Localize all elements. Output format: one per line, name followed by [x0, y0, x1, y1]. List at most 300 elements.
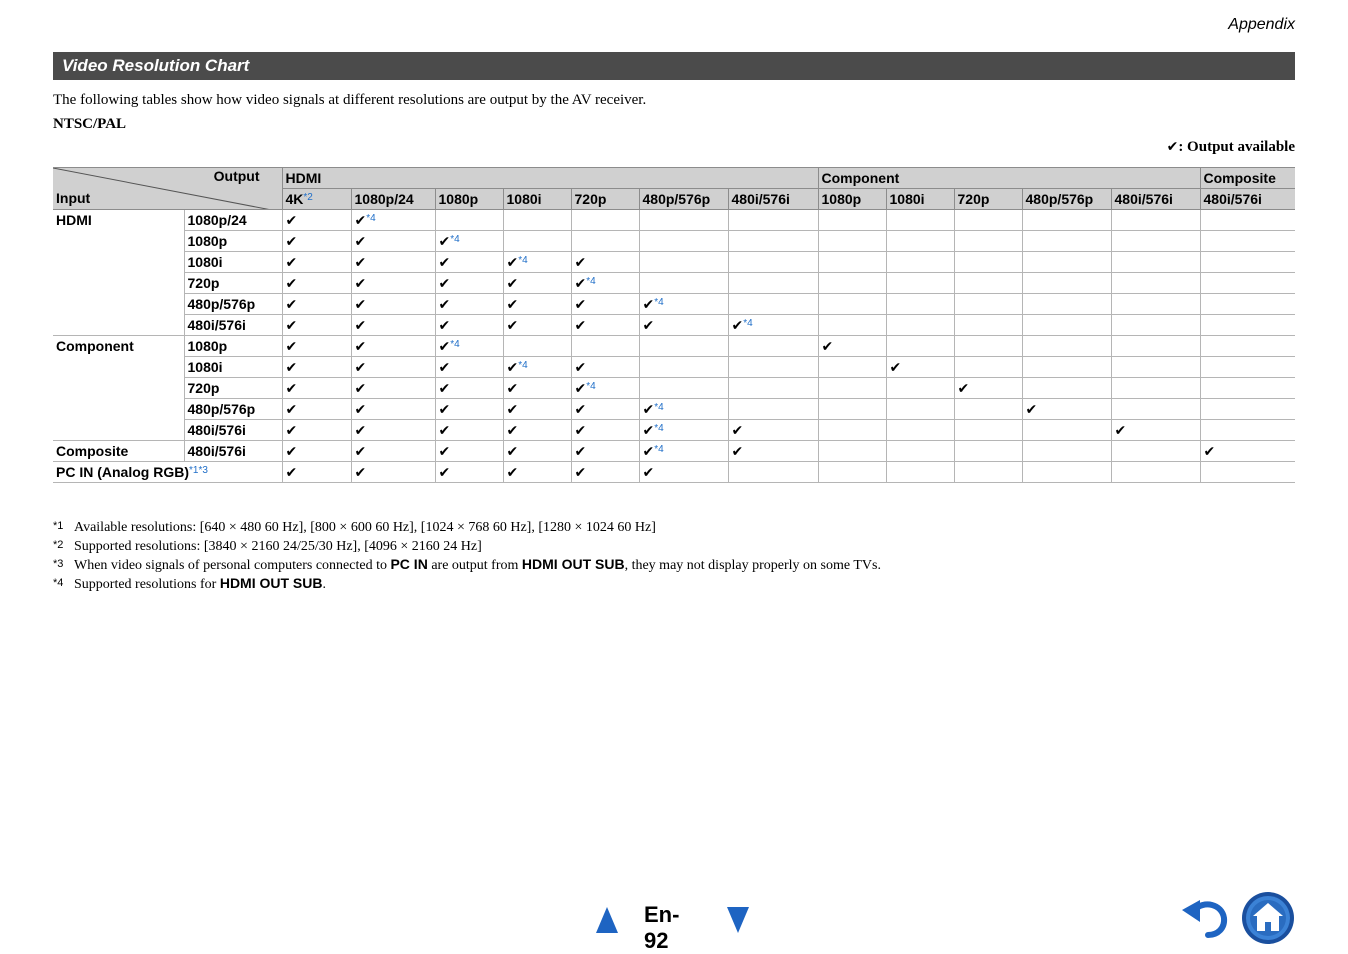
check-icon: ✔	[506, 380, 519, 397]
table-cell	[351, 252, 435, 273]
check-icon: ✔	[438, 464, 451, 481]
output-label: Output	[213, 168, 260, 184]
check-icon: ✔	[574, 359, 587, 376]
table-cell	[282, 462, 351, 483]
table-cell	[818, 315, 886, 336]
table-cell	[886, 315, 954, 336]
table-cell	[571, 378, 639, 399]
footnote-mark: *3	[53, 558, 64, 570]
table-cell	[282, 399, 351, 420]
table-cell	[639, 420, 728, 441]
check-icon: ✔	[438, 359, 451, 376]
check-icon: ✔	[957, 380, 970, 397]
footnote-ref: *4	[366, 212, 376, 224]
table-cell	[728, 231, 818, 252]
table-cell	[1111, 252, 1200, 273]
table-cell	[1200, 420, 1295, 441]
check-icon: ✔	[354, 338, 367, 355]
table-cell	[728, 441, 818, 462]
check-icon: ✔	[285, 443, 298, 460]
check-icon: ✔	[574, 380, 587, 397]
table-row	[53, 273, 1295, 294]
table-cell	[435, 315, 503, 336]
check-icon: ✔	[354, 233, 367, 250]
footnote-text: , they may not display properly on some TVs.	[624, 558, 881, 573]
column-header-label: 4K	[285, 191, 304, 207]
table-cell	[282, 357, 351, 378]
column-header	[282, 189, 351, 210]
section-title: Video Resolution Chart	[62, 56, 250, 75]
table-cell	[351, 231, 435, 252]
table-cell	[886, 336, 954, 357]
group-header-hdmi: HDMI	[282, 168, 818, 189]
row-group-label	[53, 336, 184, 441]
table-cell	[1022, 294, 1111, 315]
table-cell	[435, 294, 503, 315]
footnotes	[53, 517, 881, 593]
table-cell	[1200, 294, 1295, 315]
table-cell	[954, 441, 1022, 462]
table-cell	[818, 357, 886, 378]
table-cell	[886, 273, 954, 294]
footnote-text: Supported resolutions for	[74, 577, 220, 592]
row-resolution-label: 480i/576i	[184, 315, 282, 336]
table-cell	[818, 378, 886, 399]
footnote-text: are output from	[427, 558, 522, 573]
table-cell	[435, 273, 503, 294]
legend	[1167, 139, 1295, 156]
check-icon: ✔	[642, 422, 655, 439]
triangle-up-icon[interactable]	[596, 907, 618, 933]
table-cell	[818, 420, 886, 441]
footnote-text: HDMI OUT SUB	[521, 556, 625, 572]
check-icon: ✔	[574, 275, 587, 292]
table-cell	[1022, 378, 1111, 399]
check-icon: ✔	[285, 401, 298, 418]
row-group-label	[53, 210, 184, 336]
column-header-label: 720p	[957, 191, 990, 207]
table-cell	[503, 462, 571, 483]
table-cell	[1111, 210, 1200, 231]
table-cell	[503, 252, 571, 273]
table-cell	[886, 462, 954, 483]
table-cell	[1022, 441, 1111, 462]
table-cell	[435, 336, 503, 357]
check-icon: ✔	[506, 275, 519, 292]
table-cell	[728, 336, 818, 357]
group-label-text: Component	[56, 338, 134, 354]
footnote-ref: *4	[743, 317, 753, 329]
check-icon: ✔	[438, 443, 451, 460]
table-cell	[282, 210, 351, 231]
check-icon: ✔	[1025, 401, 1038, 418]
table-cell	[282, 420, 351, 441]
table-cell	[351, 315, 435, 336]
table-cell	[954, 462, 1022, 483]
table-cell	[503, 420, 571, 441]
table-cell	[1200, 378, 1295, 399]
table-cell	[351, 357, 435, 378]
table-cell	[639, 273, 728, 294]
table-cell	[886, 210, 954, 231]
table-cell	[639, 336, 728, 357]
check-icon: ✔	[354, 275, 367, 292]
check-icon: ✔	[506, 464, 519, 481]
table-cell	[954, 378, 1022, 399]
check-icon: ✔	[285, 233, 298, 250]
table-cell	[435, 357, 503, 378]
row-group-label	[53, 441, 184, 462]
table-cell	[282, 294, 351, 315]
table-cell	[954, 399, 1022, 420]
column-header	[351, 189, 435, 210]
table-cell	[351, 441, 435, 462]
table-cell	[1111, 357, 1200, 378]
check-icon: ✔	[438, 275, 451, 292]
check-icon: ✔	[354, 359, 367, 376]
table-cell	[435, 462, 503, 483]
table-cell	[1200, 252, 1295, 273]
table-cell	[435, 231, 503, 252]
row-resolution-label: 1080p	[184, 231, 282, 252]
table-cell	[728, 273, 818, 294]
footnote-ref: *4	[518, 254, 528, 266]
table-row	[53, 336, 1295, 357]
table-row	[53, 357, 1295, 378]
check-icon: ✔	[506, 401, 519, 418]
check-icon: ✔	[438, 296, 451, 313]
column-header-label: 1080i	[506, 191, 542, 207]
check-icon: ✔	[285, 275, 298, 292]
table-cell	[571, 420, 639, 441]
footnote-mark: *1	[53, 520, 64, 532]
column-header	[435, 189, 503, 210]
table-cell	[1200, 210, 1295, 231]
table-cell	[1111, 462, 1200, 483]
table-cell	[639, 399, 728, 420]
table-cell	[728, 420, 818, 441]
table-cell	[818, 294, 886, 315]
check-icon: ✔	[1114, 422, 1127, 439]
column-header	[503, 189, 571, 210]
check-icon: ✔	[574, 422, 587, 439]
check-icon: ✔	[285, 212, 298, 229]
table-cell	[571, 399, 639, 420]
table-cell	[282, 273, 351, 294]
table-cell	[954, 252, 1022, 273]
table-cell	[503, 315, 571, 336]
table-cell	[1200, 315, 1295, 336]
table-cell	[886, 357, 954, 378]
table-cell	[1022, 273, 1111, 294]
table-cell	[282, 378, 351, 399]
table-cell	[351, 294, 435, 315]
table-cell	[886, 441, 954, 462]
check-icon: ✔	[506, 443, 519, 460]
table-cell	[639, 357, 728, 378]
check-icon: ✔	[731, 317, 744, 334]
column-header-label: 1080i	[889, 191, 925, 207]
table-cell	[886, 231, 954, 252]
table-cell	[282, 441, 351, 462]
check-icon: ✔	[354, 212, 367, 229]
table-cell	[818, 399, 886, 420]
table-cell	[503, 378, 571, 399]
table-row	[53, 378, 1295, 399]
check-icon: ✔	[285, 422, 298, 439]
table-cell	[1111, 441, 1200, 462]
table-cell	[728, 294, 818, 315]
video-resolution-table	[53, 167, 1295, 483]
table-cell	[639, 231, 728, 252]
table-cell	[435, 441, 503, 462]
check-icon: ✔	[574, 254, 587, 271]
footnote-ref: *2	[303, 192, 313, 203]
table-cell	[886, 294, 954, 315]
column-header-label: 1080p	[821, 191, 862, 207]
table-cell	[351, 336, 435, 357]
column-header-label: 720p	[574, 191, 607, 207]
table-cell	[818, 231, 886, 252]
table-cell	[351, 273, 435, 294]
row-resolution-label: 1080p/24	[184, 210, 282, 231]
check-icon: ✔	[285, 254, 298, 271]
group-label-text: Composite	[56, 443, 129, 459]
row-resolution-label: 1080p	[184, 336, 282, 357]
table-cell	[728, 399, 818, 420]
table-cell	[571, 357, 639, 378]
table-cell	[1111, 420, 1200, 441]
check-icon: ✔	[1166, 139, 1179, 155]
table-cell	[571, 441, 639, 462]
table-row	[53, 231, 1295, 252]
footnote-text: Supported resolutions: [3840 × 2160 24/25/30 Hz], [4096 × 2160 24 Hz]	[74, 539, 482, 554]
section-title-bar	[53, 52, 1295, 80]
check-icon: ✔	[574, 296, 587, 313]
table-cell	[728, 315, 818, 336]
table-cell	[1111, 231, 1200, 252]
table-cell	[818, 441, 886, 462]
table-cell	[1200, 231, 1295, 252]
page-number: En-92	[644, 902, 680, 953]
table-row	[53, 441, 1295, 462]
check-icon: ✔	[642, 464, 655, 481]
table-cell	[886, 252, 954, 273]
table-cell	[1111, 315, 1200, 336]
check-icon: ✔	[354, 296, 367, 313]
table-cell	[571, 294, 639, 315]
table-cell	[351, 399, 435, 420]
triangle-down-icon[interactable]	[727, 907, 749, 933]
table-cell	[954, 294, 1022, 315]
table-cell	[728, 462, 818, 483]
row-resolution-label: 1080i	[184, 252, 282, 273]
table-cell	[886, 378, 954, 399]
table-cell	[818, 336, 886, 357]
input-label: Input	[56, 190, 91, 206]
table-cell	[954, 273, 1022, 294]
table-row	[53, 462, 1295, 483]
legend-text: : Output available	[1178, 139, 1295, 155]
check-icon: ✔	[574, 317, 587, 334]
check-icon: ✔	[731, 422, 744, 439]
table-cell	[571, 210, 639, 231]
row-resolution-label: 1080i	[184, 357, 282, 378]
table-cell	[571, 462, 639, 483]
row-group-label	[53, 462, 282, 483]
table-cell	[639, 252, 728, 273]
check-icon: ✔	[574, 401, 587, 418]
row-resolution-label: 480p/576p	[184, 399, 282, 420]
table-cell	[571, 231, 639, 252]
table-cell	[1022, 315, 1111, 336]
table-cell	[1111, 294, 1200, 315]
table-cell	[1022, 336, 1111, 357]
table-cell	[639, 462, 728, 483]
check-icon: ✔	[354, 422, 367, 439]
table-cell	[503, 441, 571, 462]
column-header	[1111, 189, 1200, 210]
table-cell	[639, 378, 728, 399]
column-header	[954, 189, 1022, 210]
table-cell	[1022, 399, 1111, 420]
table-cell	[1200, 357, 1295, 378]
check-icon: ✔	[506, 359, 519, 376]
table-cell	[818, 462, 886, 483]
check-icon: ✔	[285, 296, 298, 313]
table-cell	[503, 399, 571, 420]
check-icon: ✔	[354, 254, 367, 271]
column-header	[1200, 189, 1295, 210]
table-cell	[282, 252, 351, 273]
check-icon: ✔	[438, 338, 451, 355]
table-cell	[1022, 357, 1111, 378]
table-cell	[351, 462, 435, 483]
check-icon: ✔	[889, 359, 902, 376]
footnote	[53, 517, 881, 536]
intro-text: The following tables show how video signals at different resolutions are output by the AV receiver.	[53, 92, 647, 108]
group-header-composite: Composite	[1200, 168, 1295, 189]
column-header	[728, 189, 818, 210]
check-icon: ✔	[354, 380, 367, 397]
table-row	[53, 210, 1295, 231]
table-cell	[1111, 399, 1200, 420]
table-cell	[728, 378, 818, 399]
check-icon: ✔	[438, 233, 451, 250]
table-cell	[818, 210, 886, 231]
check-icon: ✔	[438, 317, 451, 334]
table-cell	[728, 252, 818, 273]
check-icon: ✔	[354, 443, 367, 460]
footnote-ref: *4	[654, 443, 664, 455]
table-cell	[954, 420, 1022, 441]
subheading: NTSC/PAL	[53, 116, 127, 132]
table-cell	[954, 315, 1022, 336]
check-icon: ✔	[285, 317, 298, 334]
column-header	[571, 189, 639, 210]
check-icon: ✔	[506, 296, 519, 313]
group-header-component: Component	[818, 168, 1200, 189]
footnote	[53, 574, 881, 593]
table-cell	[351, 210, 435, 231]
check-icon: ✔	[506, 254, 519, 271]
section-label: Appendix	[1228, 16, 1295, 33]
table-cell	[503, 273, 571, 294]
table-cell	[503, 210, 571, 231]
footnote-text: HDMI OUT SUB	[219, 575, 323, 591]
table-cell	[503, 231, 571, 252]
footnote-mark: *2	[53, 539, 64, 551]
check-icon: ✔	[574, 464, 587, 481]
check-icon: ✔	[438, 254, 451, 271]
corner-header	[53, 168, 282, 210]
footnote-ref: *4	[654, 422, 664, 434]
table-cell	[1200, 399, 1295, 420]
table-cell	[954, 357, 1022, 378]
footnote-ref: *4	[450, 233, 460, 245]
table-cell	[1200, 273, 1295, 294]
table-cell	[728, 210, 818, 231]
table-cell	[571, 273, 639, 294]
check-icon: ✔	[354, 401, 367, 418]
row-resolution-label: 720p	[184, 273, 282, 294]
table-cell	[503, 294, 571, 315]
footnote-mark: *4	[53, 577, 64, 589]
footnote	[53, 555, 881, 574]
check-icon: ✔	[642, 443, 655, 460]
table-cell	[435, 420, 503, 441]
check-icon: ✔	[506, 317, 519, 334]
check-icon: ✔	[821, 338, 834, 355]
check-icon: ✔	[642, 317, 655, 334]
table-cell	[571, 252, 639, 273]
table-cell	[351, 420, 435, 441]
table-cell	[1022, 231, 1111, 252]
table-cell	[282, 315, 351, 336]
footnote-ref: *4	[518, 359, 528, 371]
back-arrow-icon[interactable]	[1180, 896, 1228, 938]
table-cell	[282, 231, 351, 252]
check-icon: ✔	[285, 380, 298, 397]
row-resolution-label: 720p	[184, 378, 282, 399]
column-header	[1022, 189, 1111, 210]
row-resolution-label: 480p/576p	[184, 294, 282, 315]
table-cell	[886, 399, 954, 420]
footnote-ref: *1*3	[189, 465, 208, 476]
table-row	[53, 399, 1295, 420]
home-icon[interactable]	[1241, 891, 1295, 945]
table-cell	[639, 441, 728, 462]
check-icon: ✔	[354, 464, 367, 481]
table-cell	[1200, 462, 1295, 483]
table-cell	[503, 357, 571, 378]
table-cell	[1022, 252, 1111, 273]
footnote-text: Available resolutions: [640 × 480 60 Hz], [800 × 600 60 Hz], [1024 × 768 60 Hz], [1280 × 1024 60 Hz]	[74, 520, 656, 535]
table-cell	[435, 210, 503, 231]
footnote-ref: *4	[654, 296, 664, 308]
column-header-label: 480i/576i	[1203, 191, 1262, 207]
table-row	[53, 252, 1295, 273]
table-cell	[282, 336, 351, 357]
check-icon: ✔	[574, 443, 587, 460]
check-icon: ✔	[1203, 443, 1216, 460]
table-cell	[639, 210, 728, 231]
table-cell	[639, 315, 728, 336]
footnote-text: PC IN	[390, 556, 428, 572]
table-cell	[571, 315, 639, 336]
table-cell	[1200, 441, 1295, 462]
check-icon: ✔	[642, 401, 655, 418]
